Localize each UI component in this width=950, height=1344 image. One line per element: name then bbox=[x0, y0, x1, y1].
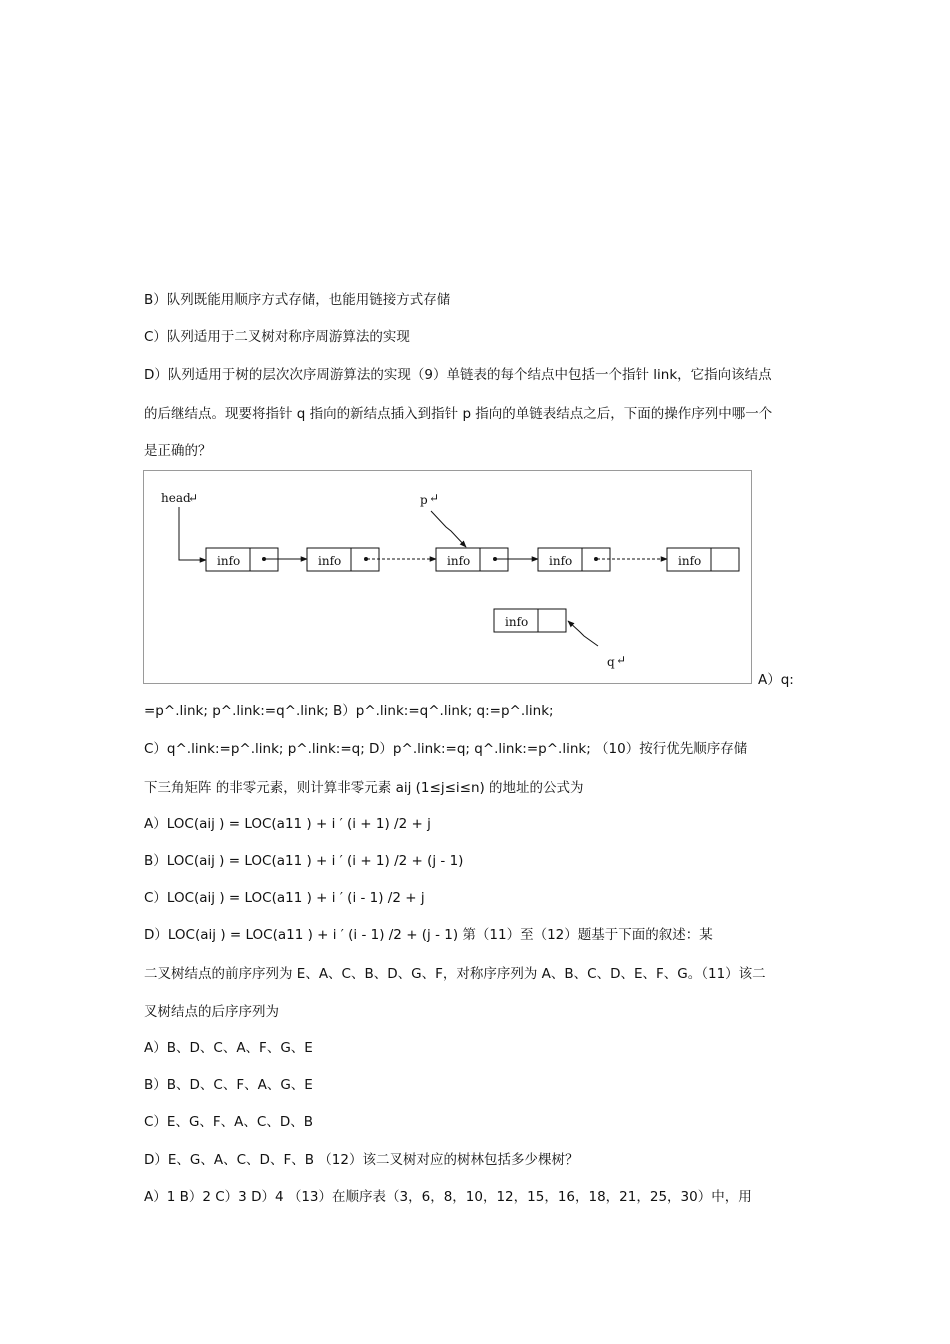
text-line: D）队列适用于树的层次次序周游算法的实现（9）单链表的每个结点中包括一个指针 link，它指向该结点 bbox=[144, 367, 772, 383]
text-line: =p^.link; p^.link:=q^.link; B）p^.link:=q^.link; q:=p^.link; bbox=[144, 703, 554, 719]
q-label: q bbox=[607, 655, 615, 669]
text-line: A）q: bbox=[758, 672, 794, 688]
text-line: C）q^.link:=p^.link; p^.link:=q; D）p^.link:=q; q^.link:=p^.link; （10）按行优先顺序存储 bbox=[144, 741, 748, 757]
node-info-label: info bbox=[678, 554, 702, 568]
text-line: A）B、D、C、A、F、G、E bbox=[144, 1040, 313, 1056]
head-label: head bbox=[161, 491, 191, 505]
text-line: C）E、G、F、A、C、D、B bbox=[144, 1114, 314, 1130]
text-line: D）E、G、A、C、D、F、B （12）该二叉树对应的树林包括多少棵树？ bbox=[144, 1152, 579, 1168]
node-info-label: info bbox=[318, 554, 342, 568]
linked-list-figure bbox=[143, 470, 752, 684]
list-node-last bbox=[667, 548, 739, 571]
node-info-label: info bbox=[447, 554, 471, 568]
p-label: p bbox=[420, 493, 428, 507]
node-info-label: info bbox=[505, 615, 529, 629]
node-info-label: info bbox=[217, 554, 241, 568]
return-mark: ↵ bbox=[429, 491, 440, 505]
head-pointer-arrow bbox=[179, 507, 206, 560]
text-line: 下三角矩阵 的非零元素，则计算非零元素 aij (1≤j≤i≤n) 的地址的公式为 bbox=[144, 780, 584, 796]
p-pointer-arrow bbox=[431, 511, 466, 547]
node-info-label: info bbox=[549, 554, 573, 568]
return-mark: ↵ bbox=[188, 491, 199, 505]
return-mark: ↵ bbox=[616, 653, 627, 667]
text-line: B）LOC(aij ) = LOC(a11 ) + i ′ (i + 1) /2 + (j - 1) bbox=[144, 853, 464, 869]
text-line: D）LOC(aij ) = LOC(a11 ) + i ′ (i - 1) /2 + (j - 1) 第（11）至（12）题基于下面的叙述：某 bbox=[144, 927, 713, 943]
new-node-q bbox=[494, 609, 566, 632]
text-line: C）队列适用于二叉树对称序周游算法的实现 bbox=[144, 329, 410, 345]
text-line: A）LOC(aij ) = LOC(a11 ) + i ′ (i + 1) /2 + j bbox=[144, 816, 431, 832]
text-line: C）LOC(aij ) = LOC(a11 ) + i ′ (i - 1) /2 + j bbox=[144, 890, 425, 906]
q-pointer-arrow bbox=[568, 621, 598, 646]
text-line: 的后继结点。现要将指针 q 指向的新结点插入到指针 p 指向的单链表结点之后，下面的操作序列中哪一个 bbox=[144, 406, 773, 422]
text-line: 二叉树结点的前序序列为 E、A、C、B、D、G、F，对称序序列为 A、B、C、D、E、F、G。（11）该二 bbox=[144, 966, 766, 982]
text-line: A）1 B）2 C）3 D）4 （13）在顺序表（3，6，8，10，12，15，16，18，21，25，30）中，用 bbox=[144, 1189, 752, 1205]
text-line: B）队列既能用顺序方式存储，也能用链接方式存储 bbox=[144, 292, 451, 308]
text-line: 是正确的？ bbox=[144, 443, 212, 459]
text-line: 叉树结点的后序序列为 bbox=[144, 1004, 279, 1020]
text-line: B）B、D、C、F、A、G、E bbox=[144, 1077, 313, 1093]
